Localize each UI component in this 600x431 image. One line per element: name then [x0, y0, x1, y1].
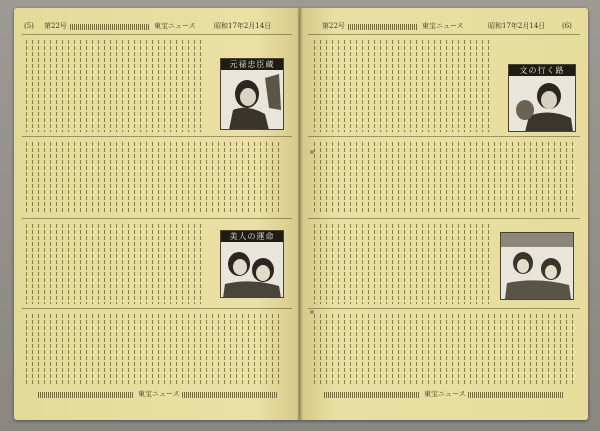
- left-masthead: 東宝ニュース: [154, 22, 196, 30]
- header-rule: [348, 24, 418, 30]
- footer-rule: [182, 392, 278, 398]
- right-issue-number: 第22号: [322, 22, 345, 30]
- photo-caption: 文の行く路: [509, 65, 575, 76]
- film-still-photo: [220, 58, 284, 130]
- film-still-image: [501, 233, 573, 299]
- left-date: 昭和17年2月14日: [214, 22, 272, 30]
- footer-rule: [324, 392, 420, 398]
- right-date: 昭和17年2月14日: [488, 22, 546, 30]
- right-page: [300, 8, 588, 420]
- photo-caption: 美人の運命: [221, 231, 283, 242]
- article-text: [314, 224, 494, 304]
- footer-rule: [38, 392, 134, 398]
- film-still-image: [509, 76, 575, 132]
- divider: [308, 136, 580, 137]
- article-text: [26, 224, 206, 304]
- divider: [22, 34, 292, 35]
- binding-hole: [310, 150, 314, 154]
- article-text: [26, 142, 284, 212]
- right-page-number: (6): [562, 22, 572, 30]
- right-footer-masthead: 東宝ニュース: [424, 390, 466, 398]
- left-page-number: (5): [24, 22, 34, 30]
- article-text: [314, 40, 494, 132]
- left-page: [14, 8, 300, 420]
- header-rule: [70, 24, 150, 30]
- binding-hole: [310, 310, 314, 314]
- right-masthead: 東宝ニュース: [422, 22, 464, 30]
- film-still-photo: [500, 232, 574, 300]
- left-footer-masthead: 東宝ニュース: [138, 390, 180, 398]
- film-still-image: [221, 242, 283, 298]
- spine-gutter: [297, 8, 303, 420]
- photo-caption: 元禄忠臣蔵: [221, 59, 283, 70]
- article-text: [314, 142, 574, 212]
- divider: [22, 308, 292, 309]
- film-still-photo: [508, 64, 576, 132]
- film-still-image: [221, 70, 283, 130]
- article-text: [26, 314, 284, 384]
- divider: [308, 308, 580, 309]
- article-text: [314, 314, 574, 384]
- divider: [308, 34, 580, 35]
- article-text: [26, 40, 206, 132]
- divider: [22, 218, 292, 219]
- footer-rule: [468, 392, 564, 398]
- divider: [308, 218, 580, 219]
- left-issue-number: 第22号: [44, 22, 67, 30]
- divider: [22, 136, 292, 137]
- film-still-photo: [220, 230, 284, 298]
